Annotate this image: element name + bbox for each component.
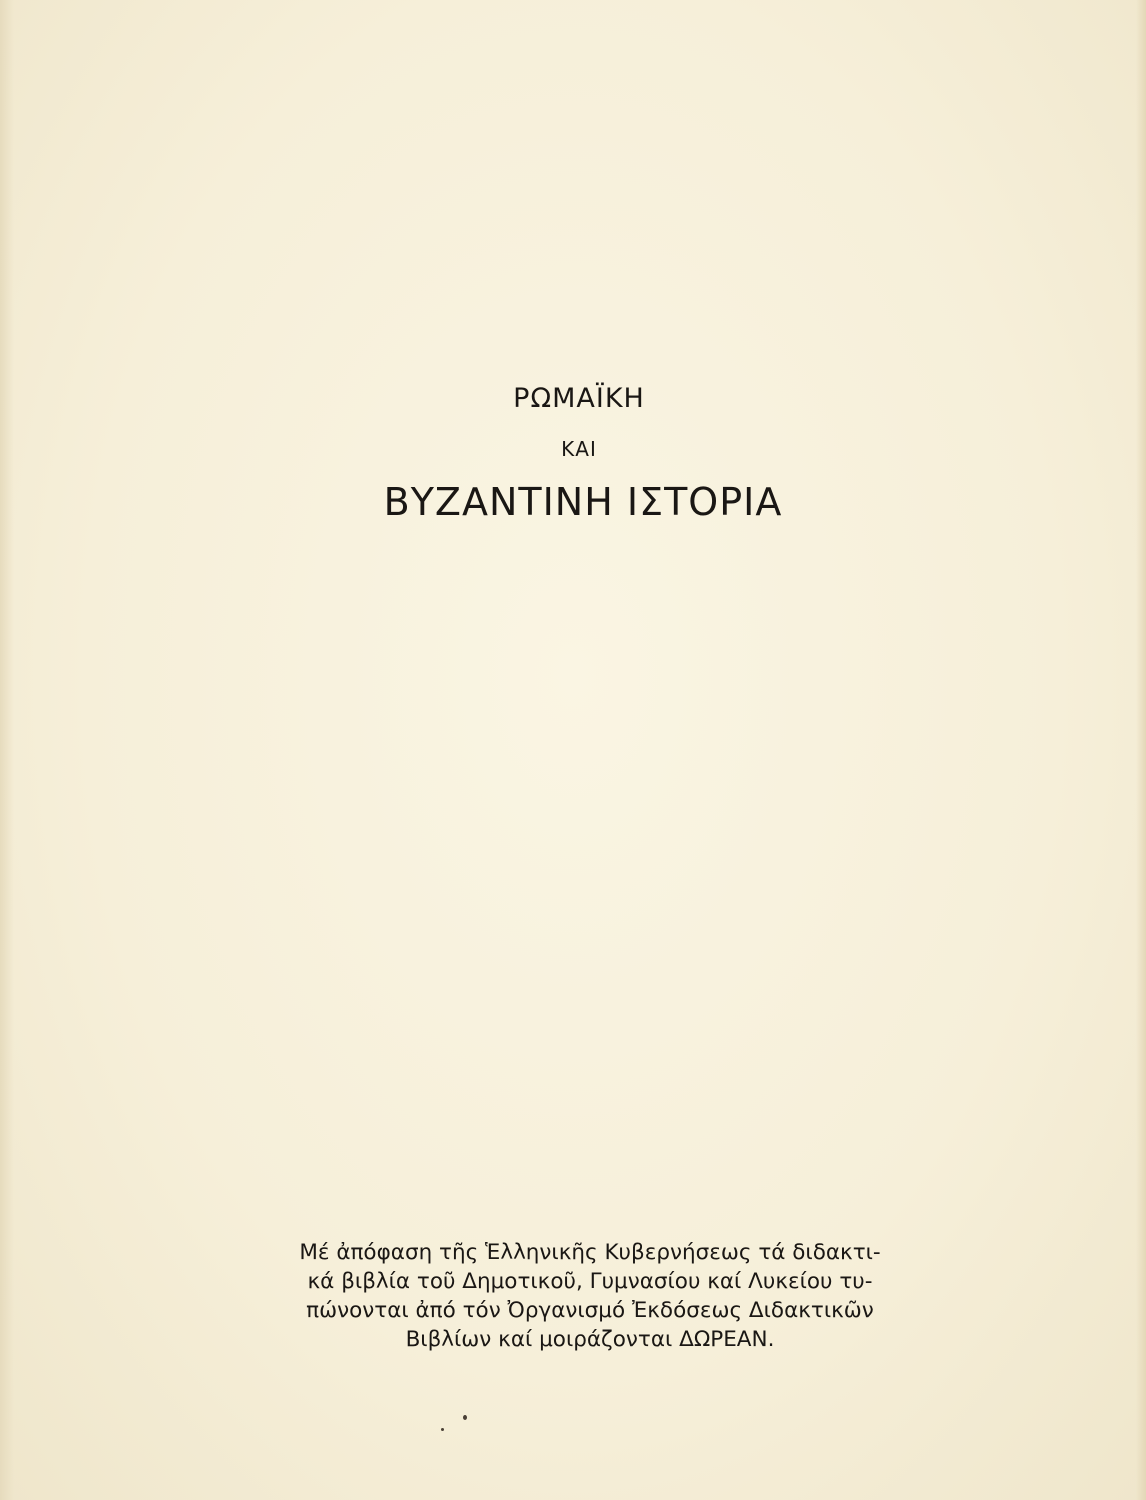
ink-speck (463, 1415, 467, 1420)
page-edge-right (1136, 0, 1146, 1500)
ink-speck (441, 1428, 444, 1431)
title-line-1: ΡΩΜΑΪΚΗ (513, 383, 645, 414)
notice-line: Μέ ἀπόφαση τῆς Ἑλληνικῆς Κυβερνήσεως τά διδακτι- (299, 1240, 881, 1265)
free-distribution-notice (230, 1238, 950, 1354)
title-line-3: ΒΥΖΑΝΤΙΝΗ ΙΣΤΟΡΙΑ (383, 480, 783, 524)
notice-line: Βιβλίων καί μοιράζονται ΔΩΡΕΑΝ. (405, 1327, 775, 1352)
notice-line: κά βιβλία τοῦ Δημοτικοῦ, Γυμνασίου καί Λυκείου τυ- (307, 1269, 873, 1294)
notice-line: πώνονται ἀπό τόν Ὀργανισμό Ἐκδόσεως Διδακτικῶν (306, 1298, 874, 1323)
page-edge-left (0, 0, 14, 1500)
title-line-2: ΚΑΙ (561, 437, 597, 461)
